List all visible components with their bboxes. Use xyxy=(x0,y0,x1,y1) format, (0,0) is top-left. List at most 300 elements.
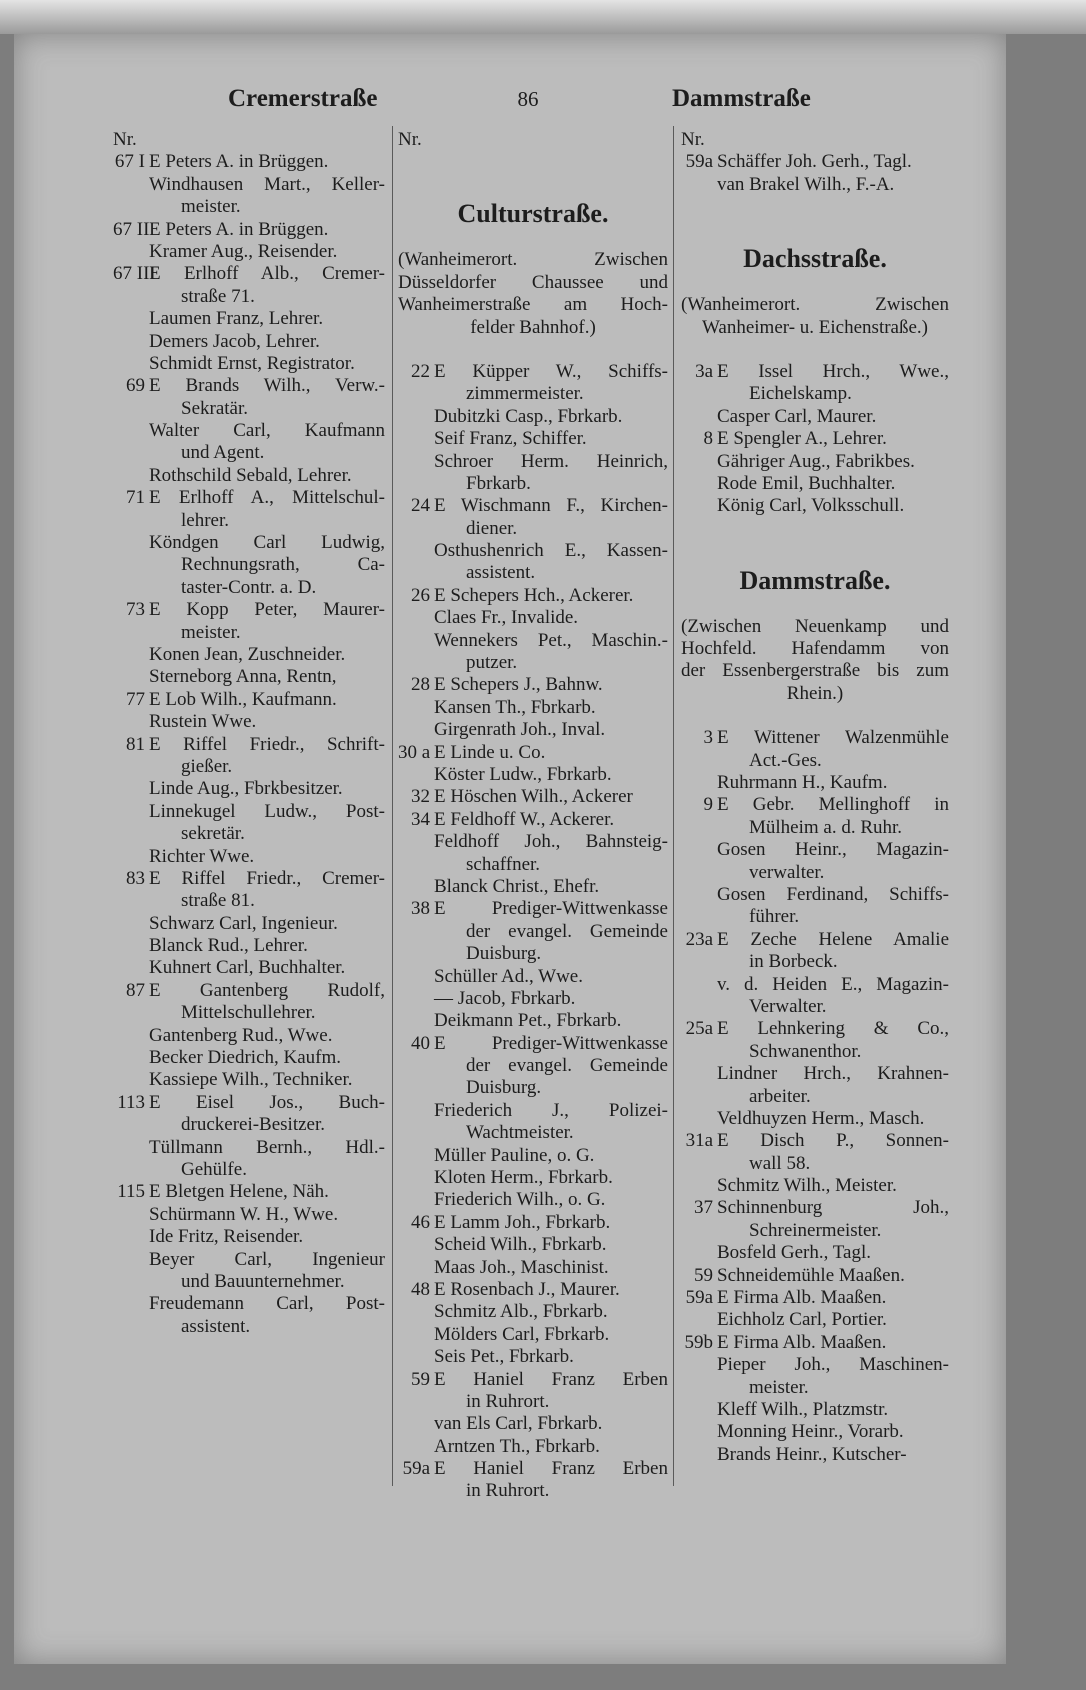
entry-text: Linde Aug., Fbrkbesitzer. xyxy=(149,778,343,800)
house-number: 8 xyxy=(703,428,713,450)
entry-text: E Peters A. in Brüggen. xyxy=(149,151,329,173)
resident-entry xyxy=(681,1354,949,1376)
entry-text: E Firma Alb. Maaßen. xyxy=(717,1331,887,1353)
resident-entry xyxy=(113,196,385,218)
resident-entry xyxy=(113,711,385,733)
entry-text: Veldhuyzen Herm., Masch. xyxy=(717,1107,925,1129)
entry-text: Windhausen Mart., Keller- xyxy=(149,173,385,195)
resident-entry xyxy=(398,966,668,988)
description-line: Wanheimer- u. Eichenstraße.) xyxy=(702,316,928,338)
entry-text: Osthushenrich E., Kassen- xyxy=(434,540,668,562)
resident-entry xyxy=(113,129,385,151)
column-3 xyxy=(681,129,949,1466)
entry-text: E Brands Wilh., Verw.- xyxy=(149,375,385,397)
resident-entry xyxy=(398,607,668,629)
entry-text: Dubitzki Casp., Fbrkarb. xyxy=(434,405,623,427)
resident-entry xyxy=(113,1226,385,1248)
entry-text: Friederich Wilh., o. G. xyxy=(434,1189,606,1211)
resident-entry xyxy=(398,473,668,495)
entry-text: Schwarz Carl, Ingenieur. xyxy=(149,912,338,934)
house-number: 59 xyxy=(411,1368,430,1390)
resident-entry xyxy=(681,1153,949,1175)
house-entry xyxy=(113,219,385,241)
resident-entry xyxy=(681,817,949,839)
entry-text: E Schepers Hch., Ackerer. xyxy=(434,584,634,606)
resident-entry xyxy=(681,451,949,473)
resident-entry xyxy=(113,666,385,688)
entry-text: Seif Franz, Schiffer. xyxy=(434,428,587,450)
resident-entry xyxy=(681,406,949,428)
resident-entry xyxy=(113,241,385,263)
entry-text: Tüllmann Bernh., Hdl.- xyxy=(149,1136,385,1158)
entry-text: Ruhrmann H., Kaufm. xyxy=(717,772,888,794)
entry-text: Seis Pet., Fbrkarb. xyxy=(434,1346,574,1368)
entry-text: E Spengler A., Lehrer. xyxy=(717,428,887,450)
entry-text: Brands Heinr., Kutscher- xyxy=(717,1443,907,1465)
column-divider xyxy=(392,126,393,1486)
entry-text: v. d. Heiden E., Magazin- xyxy=(717,973,949,995)
entry-text: Beyer Carl, Ingenieur xyxy=(149,1248,385,1270)
entry-text: Rustein Wwe. xyxy=(149,711,257,733)
house-number: 69 xyxy=(126,375,145,397)
house-entry xyxy=(113,263,385,285)
entry-text: Demers Jacob, Lehrer. xyxy=(149,330,320,352)
house-entry xyxy=(681,1287,949,1309)
entry-text: E Gebr. Mellinghoff in xyxy=(717,794,949,816)
entry-text: E Disch P., Sonnen- xyxy=(717,1130,949,1152)
entry-text: diener. xyxy=(466,517,518,539)
entry-text: Monning Heinr., Vorarb. xyxy=(717,1421,904,1443)
description-line: felder Bahnhof.) xyxy=(470,316,596,338)
entry-text: in Borbeck. xyxy=(749,951,838,973)
entry-text: Köndgen Carl Ludwig, xyxy=(149,532,385,554)
house-number: 87 xyxy=(126,979,145,1001)
house-number: 40 xyxy=(411,1032,430,1054)
entry-text: Konen Jean, Zuschneider. xyxy=(149,643,346,665)
entry-text: van Els Carl, Fbrkarb. xyxy=(434,1413,603,1435)
resident-entry xyxy=(398,854,668,876)
entry-text: Friederich J., Polizei- xyxy=(434,1099,668,1121)
entry-text: König Carl, Volksschull. xyxy=(717,495,905,517)
entry-text: Schmidt Ernst, Registrator. xyxy=(149,352,355,374)
house-number: 3a xyxy=(695,360,713,382)
entry-text: taster-Contr. a. D. xyxy=(181,576,317,598)
resident-entry xyxy=(398,518,668,540)
entry-text: und Bauunternehmer. xyxy=(181,1270,345,1292)
resident-entry xyxy=(113,1204,385,1226)
entry-text: zimmermeister. xyxy=(466,383,584,405)
resident-entry xyxy=(681,1421,949,1443)
house-number: 59 xyxy=(694,1264,713,1286)
entry-text: Pieper Joh., Maschinen- xyxy=(717,1354,949,1376)
description-line: der Essenbergerstraße bis zum xyxy=(681,660,949,682)
house-number: 59b xyxy=(684,1331,713,1353)
entry-text: E Küpper W., Schiffs- xyxy=(434,360,668,382)
resident-entry xyxy=(113,331,385,353)
house-number: 32 xyxy=(411,786,430,808)
column-divider xyxy=(673,126,674,1486)
entry-text: Arntzen Th., Fbrkarb. xyxy=(434,1435,600,1457)
resident-entry xyxy=(681,473,949,495)
house-number: 22 xyxy=(411,360,430,382)
resident-entry xyxy=(113,554,385,576)
house-entry xyxy=(398,898,668,920)
running-head-right: Dammstraße xyxy=(672,85,811,112)
resident-entry xyxy=(398,1257,668,1279)
entry-text: Köster Ludw., Fbrkarb. xyxy=(434,763,612,785)
house-entry xyxy=(398,809,668,831)
entry-text: E Lamm Joh., Fbrkarb. xyxy=(434,1211,611,1233)
resident-entry xyxy=(398,876,668,898)
house-number: 3 xyxy=(703,727,713,749)
entry-text: straße 71. xyxy=(181,285,255,307)
resident-entry xyxy=(398,1010,668,1032)
entry-text: Schmitz Wilh., Meister. xyxy=(717,1175,897,1197)
entry-text: Schinnenburg Joh., xyxy=(717,1197,949,1219)
entry-text: Schwanenthor. xyxy=(749,1040,862,1062)
resident-entry xyxy=(681,383,949,405)
house-number: 37 xyxy=(694,1197,713,1219)
house-entry xyxy=(681,428,949,450)
entry-text: der evangel. Gemeinde xyxy=(466,1055,668,1077)
entry-text: E Peters A. in Brüggen. xyxy=(149,218,329,240)
entry-text: Blanck Christ., Ehefr. xyxy=(434,875,600,897)
house-number: 83 xyxy=(126,867,145,889)
resident-entry xyxy=(681,951,949,973)
resident-entry xyxy=(113,1316,385,1338)
house-number: 77 xyxy=(126,688,145,710)
entry-text: Mülheim a. d. Ruhr. xyxy=(749,816,903,838)
entry-text: E Issel Hrch., Wwe., xyxy=(717,360,949,382)
resident-entry xyxy=(398,1100,668,1122)
entry-text: E Riffel Friedr., Schrift- xyxy=(149,733,385,755)
column-1 xyxy=(113,129,385,1338)
resident-entry xyxy=(398,921,668,943)
resident-entry xyxy=(398,383,668,405)
house-entry xyxy=(681,1130,949,1152)
resident-entry xyxy=(113,442,385,464)
resident-entry xyxy=(398,1413,668,1435)
house-number: 81 xyxy=(126,733,145,755)
entry-text: Bosfeld Gerh., Tagl. xyxy=(717,1242,871,1264)
house-entry xyxy=(398,585,668,607)
resident-entry xyxy=(681,906,949,928)
entry-text: E Kopp Peter, Maurer- xyxy=(149,599,385,621)
resident-entry xyxy=(398,943,668,965)
house-entry xyxy=(113,487,385,509)
entry-text: Schüller Ad., Wwe. xyxy=(434,965,583,987)
entry-text: E Erlhoff Alb., Cremer- xyxy=(149,263,385,285)
description-line: (Wanheimerort. Zwischen xyxy=(681,294,949,316)
house-entry xyxy=(398,361,668,383)
resident-entry xyxy=(113,1047,385,1069)
resident-entry xyxy=(113,1271,385,1293)
resident-entry xyxy=(113,622,385,644)
entry-text: Feldhoff Joh., Bahnsteig- xyxy=(434,831,668,853)
resident-entry xyxy=(113,1069,385,1091)
resident-entry xyxy=(681,1309,949,1331)
description-line: (Wanheimerort. Zwischen xyxy=(398,249,668,271)
entry-text: Linnekugel Ludw., Post- xyxy=(149,800,385,822)
resident-entry xyxy=(681,862,949,884)
entry-text: und Agent. xyxy=(181,442,265,464)
house-number: 115 xyxy=(117,1181,145,1203)
house-number: 46 xyxy=(411,1211,430,1233)
house-entry xyxy=(398,1369,668,1391)
entry-text: wall 58. xyxy=(749,1152,811,1174)
entry-text: E Lehnkering & Co., xyxy=(717,1018,949,1040)
entry-text: E Haniel Franz Erben xyxy=(434,1458,668,1480)
entry-text: assistent. xyxy=(181,1315,251,1337)
resident-entry xyxy=(113,846,385,868)
entry-text: Gantenberg Rud., Wwe. xyxy=(149,1024,333,1046)
resident-entry xyxy=(113,644,385,666)
house-entry xyxy=(681,1197,949,1219)
resident-entry xyxy=(681,1086,949,1108)
resident-entry xyxy=(113,1114,385,1136)
house-number: 34 xyxy=(411,808,430,830)
resident-entry xyxy=(681,1063,949,1085)
resident-entry xyxy=(113,353,385,375)
resident-entry xyxy=(398,1391,668,1413)
running-head-left: Cremerstraße xyxy=(228,85,378,112)
entry-text: der evangel. Gemeinde xyxy=(466,920,668,942)
resident-entry xyxy=(113,510,385,532)
house-entry xyxy=(681,794,949,816)
resident-entry xyxy=(113,1002,385,1024)
house-entry xyxy=(398,1212,668,1234)
entry-text: gießer. xyxy=(181,755,233,777)
entry-text: Sekratär. xyxy=(181,397,249,419)
resident-entry xyxy=(398,129,668,151)
resident-entry xyxy=(681,174,949,196)
entry-text: Laumen Franz, Lehrer. xyxy=(149,308,324,330)
resident-entry xyxy=(398,1122,668,1144)
resident-entry xyxy=(113,1249,385,1271)
resident-entry xyxy=(398,764,668,786)
house-entry xyxy=(113,734,385,756)
entry-text: — Jacob, Fbrkarb. xyxy=(434,987,576,1009)
entry-text: Casper Carl, Maurer. xyxy=(717,405,877,427)
entry-text: E Prediger-Wittwenkasse xyxy=(434,898,668,920)
entry-text: E Prediger-Wittwenkasse xyxy=(434,1032,668,1054)
entry-text: Schreinermeister. xyxy=(749,1219,882,1241)
entry-text: Scheid Wilh., Fbrkarb. xyxy=(434,1234,607,1256)
house-number: 67 I xyxy=(114,151,145,173)
house-number: 59a xyxy=(685,151,713,173)
entry-text: arbeiter. xyxy=(749,1085,811,1107)
entry-text: Mölders Carl, Fbrkarb. xyxy=(434,1323,610,1345)
entry-text: Freudemann Carl, Post- xyxy=(149,1293,385,1315)
resident-entry xyxy=(113,1025,385,1047)
resident-entry xyxy=(681,1041,949,1063)
entry-text: Schroer Herm. Heinrich, xyxy=(434,450,668,472)
entry-text: Wennekers Pet., Maschin.- xyxy=(434,629,668,651)
entry-text: Mittelschullehrer. xyxy=(181,1002,316,1024)
resident-entry xyxy=(681,750,949,772)
house-entry xyxy=(113,151,385,173)
entry-text: E Bletgen Helene, Näh. xyxy=(149,1181,329,1203)
resident-entry xyxy=(681,1242,949,1264)
entry-text: Kuhnert Carl, Buchhalter. xyxy=(149,957,346,979)
resident-entry xyxy=(113,1293,385,1315)
entry-text: Kansen Th., Fbrkarb. xyxy=(434,696,596,718)
resident-entry xyxy=(681,1175,949,1197)
entry-text: Lindner Hrch., Krahnen- xyxy=(717,1063,949,1085)
entry-text: E Höschen Wilh., Ackerer xyxy=(434,786,633,808)
resident-entry xyxy=(398,988,668,1010)
entry-text: E Zeche Helene Amalie xyxy=(717,928,949,950)
entry-text: Kleff Wilh., Platzmstr. xyxy=(717,1398,889,1420)
resident-entry xyxy=(681,1399,949,1421)
entry-text: Becker Diedrich, Kaufm. xyxy=(149,1047,342,1069)
resident-entry xyxy=(681,129,949,151)
entry-text: Act.-Ges. xyxy=(749,749,822,771)
resident-entry xyxy=(113,1137,385,1159)
resident-entry xyxy=(681,996,949,1018)
resident-entry xyxy=(398,540,668,562)
entry-text: Fbrkarb. xyxy=(466,472,531,494)
resident-entry xyxy=(113,420,385,442)
description-line: Rhein.) xyxy=(786,682,844,704)
entry-text: Kloten Herm., Fbrkarb. xyxy=(434,1167,613,1189)
house-entry xyxy=(398,786,668,808)
column-2 xyxy=(398,129,668,1503)
resident-entry xyxy=(681,839,949,861)
entry-text: führer. xyxy=(749,906,800,928)
entry-text: meister. xyxy=(181,621,241,643)
entry-text: putzer. xyxy=(466,652,518,674)
entry-text: Girgenrath Joh., Inval. xyxy=(434,719,606,741)
entry-text: Eichholz Carl, Portier. xyxy=(717,1309,887,1331)
street-heading: Dachsstraße. xyxy=(743,244,887,274)
resident-entry xyxy=(113,935,385,957)
entry-text: E Schepers J., Bahnw. xyxy=(434,674,603,696)
house-entry xyxy=(398,495,668,517)
house-number: 26 xyxy=(411,584,430,606)
entry-text: E Lob Wilh., Kaufmann. xyxy=(149,688,337,710)
street-description xyxy=(681,294,949,339)
house-entry xyxy=(681,727,949,749)
entry-text: Gähriger Aug., Fabrikbes. xyxy=(717,450,915,472)
entry-text: Gosen Ferdinand, Schiffs- xyxy=(717,883,949,905)
resident-entry xyxy=(398,652,668,674)
resident-entry xyxy=(113,174,385,196)
resident-entry xyxy=(681,772,949,794)
resident-entry xyxy=(398,1346,668,1368)
house-number: 38 xyxy=(411,898,430,920)
entry-text: E Erlhoff A., Mittelschul- xyxy=(149,487,385,509)
resident-entry xyxy=(113,778,385,800)
resident-entry xyxy=(681,1220,949,1242)
resident-entry xyxy=(398,1436,668,1458)
entry-text: in Ruhrort. xyxy=(466,1480,550,1502)
resident-entry xyxy=(681,1108,949,1130)
entry-text: Kramer Aug., Reisender. xyxy=(149,240,338,262)
resident-entry xyxy=(113,957,385,979)
resident-entry xyxy=(398,406,668,428)
entry-text: Blanck Rud., Lehrer. xyxy=(149,935,308,957)
resident-entry xyxy=(681,1444,949,1466)
house-entry xyxy=(398,1033,668,1055)
house-number: 73 xyxy=(126,599,145,621)
entry-text: Schürmann W. H., Wwe. xyxy=(149,1203,339,1225)
entry-text: Nr. xyxy=(113,129,137,150)
resident-entry xyxy=(398,1189,668,1211)
entry-text: assistent. xyxy=(466,562,536,584)
entry-text: E Haniel Franz Erben xyxy=(434,1368,668,1390)
resident-entry xyxy=(681,974,949,996)
house-number: 24 xyxy=(411,495,430,517)
entry-text: Verwalter. xyxy=(749,995,827,1017)
entry-text: E Wittener Walzenmühle xyxy=(717,727,949,749)
entry-text: E Gantenberg Rudolf, xyxy=(149,979,385,1001)
entry-text: lehrer. xyxy=(181,509,230,531)
resident-entry xyxy=(113,398,385,420)
entry-text: Ide Fritz, Reisender. xyxy=(149,1226,304,1248)
entry-text: Rothschild Sebald, Lehrer. xyxy=(149,464,352,486)
entry-text: Gehülfe. xyxy=(181,1158,247,1180)
resident-entry xyxy=(398,1234,668,1256)
entry-text: Kassiepe Wilh., Techniker. xyxy=(149,1069,353,1091)
resident-entry xyxy=(398,719,668,741)
entry-text: Duisburg. xyxy=(466,943,542,965)
house-entry xyxy=(113,868,385,890)
resident-entry xyxy=(113,577,385,599)
entry-text: Müller Pauline, o. G. xyxy=(434,1144,595,1166)
house-number: 67 II xyxy=(113,218,150,240)
description-line: Hochfeld. Hafendamm von xyxy=(681,638,949,660)
house-entry xyxy=(113,599,385,621)
entry-text: meister. xyxy=(749,1376,809,1398)
entry-text: Claes Fr., Invalide. xyxy=(434,607,579,629)
resident-entry xyxy=(398,1055,668,1077)
description-line: Wanheimerstraße am Hoch- xyxy=(398,294,668,316)
entry-text: Nr. xyxy=(398,129,422,150)
house-entry xyxy=(681,1265,949,1287)
resident-entry xyxy=(113,286,385,308)
resident-entry xyxy=(113,532,385,554)
house-entry xyxy=(113,980,385,1002)
resident-entry xyxy=(398,630,668,652)
street-heading: Dammstraße. xyxy=(739,565,891,595)
house-number: 67 III xyxy=(113,263,156,285)
house-number: 113 xyxy=(117,1091,145,1113)
resident-entry xyxy=(398,697,668,719)
entry-text: Schäffer Joh. Gerh., Tagl. xyxy=(717,151,912,173)
entry-text: straße 81. xyxy=(181,890,255,912)
resident-entry xyxy=(113,308,385,330)
entry-text: Rode Emil, Buchhalter. xyxy=(717,472,896,494)
resident-entry xyxy=(398,1145,668,1167)
house-number: 30 a xyxy=(398,741,431,763)
resident-entry xyxy=(113,465,385,487)
resident-entry xyxy=(398,451,668,473)
entry-text: E Riffel Friedr., Cremer- xyxy=(149,867,385,889)
house-number: 71 xyxy=(126,487,145,509)
entry-text: Deikmann Pet., Fbrkarb. xyxy=(434,1010,622,1032)
entry-text: E Feldhoff W., Ackerer. xyxy=(434,808,615,830)
resident-entry xyxy=(398,1480,668,1502)
entry-text: schaffner. xyxy=(466,853,541,875)
entry-text: Schneidemühle Maaßen. xyxy=(717,1264,905,1286)
house-number: 48 xyxy=(411,1278,430,1300)
resident-entry xyxy=(113,1159,385,1181)
entry-text: Wachtmeister. xyxy=(466,1122,574,1144)
house-entry xyxy=(113,1092,385,1114)
house-entry xyxy=(681,151,949,173)
street-description xyxy=(398,249,668,339)
